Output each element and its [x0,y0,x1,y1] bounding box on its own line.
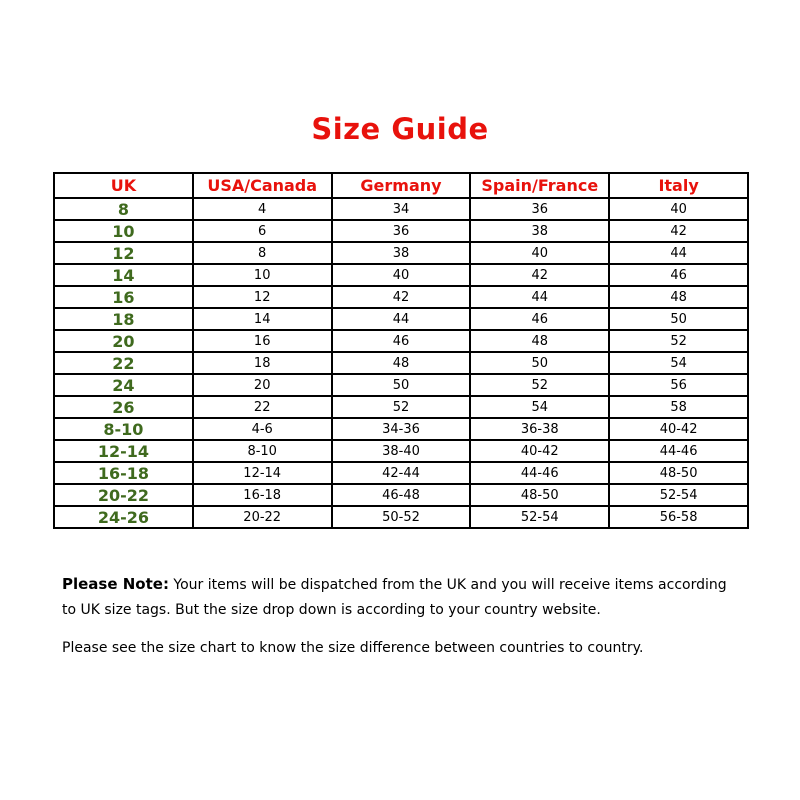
cell-uk: 24-26 [54,506,193,528]
cell-usa-canada: 14 [193,308,332,330]
cell-uk: 18 [54,308,193,330]
table-row [54,418,748,440]
cell-usa-canada: 16 [193,330,332,352]
cell-italy: 56-58 [609,506,748,528]
cell-italy: 40-42 [609,418,748,440]
cell-uk: 12 [54,242,193,264]
cell-spain-france: 52-54 [470,506,609,528]
cell-germany: 48 [332,352,471,374]
cell-spain-france: 40 [470,242,609,264]
cell-usa-canada: 20-22 [193,506,332,528]
column-header-germany: Germany [332,173,471,198]
cell-spain-france: 48-50 [470,484,609,506]
cell-uk: 12-14 [54,440,193,462]
cell-italy: 54 [609,352,748,374]
cell-germany: 50 [332,374,471,396]
column-header-spain-france: Spain/France [470,173,609,198]
cell-usa-canada: 18 [193,352,332,374]
cell-usa-canada: 4 [193,198,332,220]
table-row [54,506,748,528]
cell-germany: 42 [332,286,471,308]
table-row [54,198,748,220]
cell-uk: 20 [54,330,193,352]
table-header-row [54,173,748,198]
cell-germany: 34-36 [332,418,471,440]
column-header-italy: Italy [609,173,748,198]
cell-uk: 10 [54,220,193,242]
cell-usa-canada: 20 [193,374,332,396]
cell-uk: 8-10 [54,418,193,440]
table-body [54,198,748,528]
table-row [54,308,748,330]
cell-germany: 40 [332,264,471,286]
cell-italy: 42 [609,220,748,242]
cell-germany: 50-52 [332,506,471,528]
table-row [54,352,748,374]
table-row [54,440,748,462]
table-row [54,330,748,352]
column-header-uk: UK [54,173,193,198]
cell-usa-canada: 16-18 [193,484,332,506]
cell-spain-france: 50 [470,352,609,374]
cell-usa-canada: 6 [193,220,332,242]
cell-italy: 52-54 [609,484,748,506]
cell-usa-canada: 8 [193,242,332,264]
cell-italy: 44-46 [609,440,748,462]
cell-germany: 52 [332,396,471,418]
table-row [54,396,748,418]
cell-usa-canada: 8-10 [193,440,332,462]
cell-italy: 46 [609,264,748,286]
cell-usa-canada: 22 [193,396,332,418]
cell-usa-canada: 12 [193,286,332,308]
cell-germany: 34 [332,198,471,220]
cell-italy: 58 [609,396,748,418]
cell-uk: 24 [54,374,193,396]
cell-italy: 48-50 [609,462,748,484]
table-row [54,286,748,308]
cell-spain-france: 36-38 [470,418,609,440]
cell-italy: 50 [609,308,748,330]
cell-usa-canada: 4-6 [193,418,332,440]
cell-spain-france: 40-42 [470,440,609,462]
cell-uk: 16-18 [54,462,193,484]
please-note [62,572,742,623]
note-text: Your items will be dispatched from the UK and you will receive items according to UK size tags. But the size drop down is according to your country website. [62,577,727,618]
cell-uk: 22 [54,352,193,374]
cell-usa-canada: 10 [193,264,332,286]
cell-germany: 38 [332,242,471,264]
table-row [54,242,748,264]
cell-italy: 56 [609,374,748,396]
size-table [53,172,749,529]
note-label: Please Note: [62,575,169,593]
cell-uk: 16 [54,286,193,308]
cell-usa-canada: 12-14 [193,462,332,484]
cell-spain-france: 44 [470,286,609,308]
cell-italy: 40 [609,198,748,220]
cell-germany: 36 [332,220,471,242]
table-row [54,484,748,506]
cell-spain-france: 54 [470,396,609,418]
table-row [54,462,748,484]
cell-spain-france: 46 [470,308,609,330]
page-title: Size Guide [311,112,489,146]
cell-italy: 48 [609,286,748,308]
cell-germany: 42-44 [332,462,471,484]
cell-germany: 46-48 [332,484,471,506]
cell-spain-france: 38 [470,220,609,242]
size-chart-note: Please see the size chart to know the size difference between countries to country. [62,640,644,656]
cell-uk: 8 [54,198,193,220]
cell-spain-france: 44-46 [470,462,609,484]
cell-germany: 38-40 [332,440,471,462]
cell-spain-france: 48 [470,330,609,352]
column-header-usa-canada: USA/Canada [193,173,332,198]
cell-germany: 46 [332,330,471,352]
cell-uk: 20-22 [54,484,193,506]
table-row [54,374,748,396]
cell-italy: 44 [609,242,748,264]
table-row [54,220,748,242]
cell-italy: 52 [609,330,748,352]
cell-spain-france: 52 [470,374,609,396]
cell-spain-france: 42 [470,264,609,286]
cell-spain-france: 36 [470,198,609,220]
table-row [54,264,748,286]
cell-uk: 26 [54,396,193,418]
cell-uk: 14 [54,264,193,286]
cell-germany: 44 [332,308,471,330]
